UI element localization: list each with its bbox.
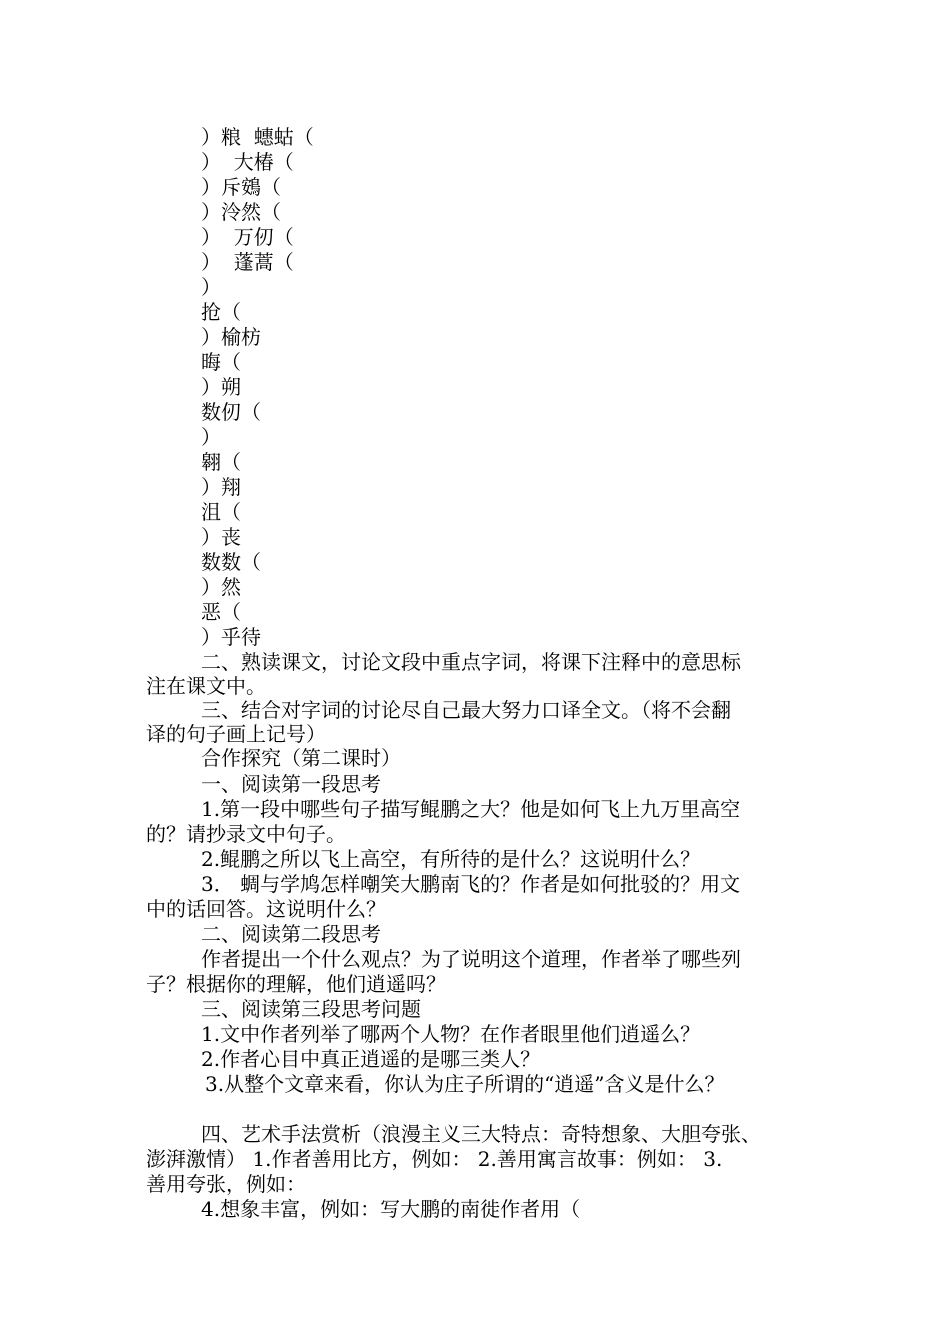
text-line: 数数（ [201, 550, 261, 574]
text-line: 抢（ [201, 300, 241, 324]
text-line: 晦（ [201, 350, 241, 374]
paragraph-line: 4.想象丰富，例如：写大鹏的南徙作者用（ [201, 1197, 581, 1221]
paragraph-line: 三、结合对字词的讨论尽自己最大努力口译全文。（将不会翻 [201, 698, 731, 722]
question-line: 作者提出一个什么观点？为了说明这个道理，作者举了哪些列 [201, 947, 741, 971]
text-line: ）朔 [201, 375, 241, 399]
text-line: ）丧 [201, 525, 241, 549]
text-line: 翱（ [201, 450, 241, 474]
text-line: ）粮 蟪蛄（ [201, 125, 314, 149]
text-line: ）泠然（ [201, 200, 281, 224]
question-line: 1.第一段中哪些句子描写鲲鹏之大？他是如何飞上九万里高空 [201, 797, 741, 821]
question-line: 3． 蜩与学鸠怎样嘲笑大鹏南飞的？作者是如何批驳的？用文 [201, 872, 741, 896]
section-heading: 三、阅读第三段思考问题 [201, 997, 421, 1021]
section-heading: 合作探究（第二课时） [201, 746, 401, 770]
paragraph-line: 注在课文中。 [146, 674, 266, 698]
question-line: 子？根据你的理解，他们逍遥吗？ [146, 972, 446, 996]
text-line: ）榆枋 [201, 325, 261, 349]
text-line: ）乎待 [201, 625, 261, 649]
text-line: 数仞（ [201, 400, 261, 424]
question-line: 2.作者心目中真正逍遥的是哪三类人？ [201, 1047, 541, 1071]
paragraph-line: 译的句子画上记号） [146, 722, 326, 746]
text-line: ） 万仞（ [201, 225, 294, 249]
text-line: ） 蓬蒿（ [201, 250, 294, 274]
text-line: ）翔 [201, 475, 241, 499]
question-line: 3.从整个文章来看，你认为庄子所谓的“逍遥”含义是什么？ [205, 1072, 725, 1096]
section-heading: 二、阅读第二段思考 [201, 922, 381, 946]
paragraph-line: 善用夸张，例如： [146, 1172, 306, 1196]
text-line: ） [201, 275, 221, 299]
text-line: ）斥鴳（ [201, 175, 281, 199]
section-heading: 四、艺术手法赏析（浪漫主义三大特点：奇特想象、大胆夸张、 [201, 1122, 761, 1146]
question-line: 1.文中作者列举了哪两个人物？在作者眼里他们逍遥么？ [201, 1022, 701, 1046]
text-line: ）然 [201, 575, 241, 599]
text-line: ） [201, 425, 221, 449]
text-line: 恶（ [201, 600, 241, 624]
question-line: 中的话回答。这说明什么？ [146, 897, 386, 921]
question-line: 2.鲲鹏之所以飞上高空，有所待的是什么？这说明什么？ [201, 847, 701, 871]
text-line: 沮（ [201, 500, 241, 524]
paragraph-line: 二、熟读课文，讨论文段中重点字词，将课下注释中的意思标 [201, 650, 741, 674]
paragraph-line: 澎湃激情） 1.作者善用比方，例如： 2.善用寓言故事：例如： 3. [146, 1147, 723, 1171]
text-line: ） 大椿（ [201, 150, 294, 174]
question-line: 的？请抄录文中句子。 [146, 822, 346, 846]
section-heading: 一、阅读第一段思考 [201, 772, 381, 796]
